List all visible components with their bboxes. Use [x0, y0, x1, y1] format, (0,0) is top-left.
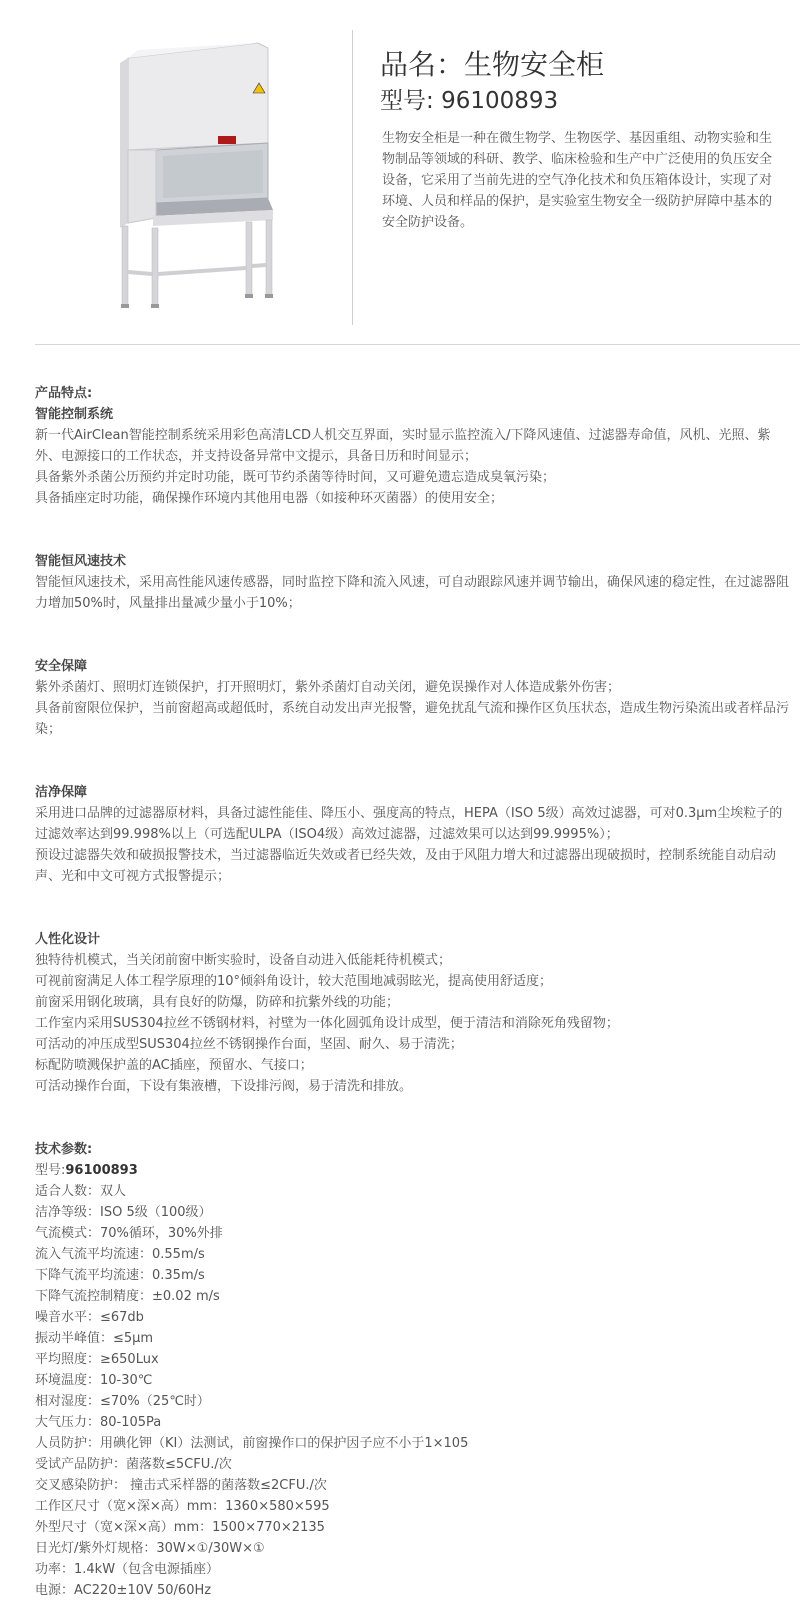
features-heading: 产品特点:: [35, 386, 93, 401]
section-title: 智能恒风速技术: [35, 554, 127, 569]
model-label: 型号:: [380, 88, 434, 114]
spec-model-value: 96100893: [65, 1163, 138, 1178]
model-value: 96100893: [441, 88, 559, 114]
product-title: 品名：生物安全柜: [380, 48, 605, 81]
biosafety-cabinet-image: [108, 38, 288, 318]
spec-line: 功率：1.4kW（包含电源插座）: [35, 1562, 220, 1577]
spec-line: 外型尺寸（宽×深×高）mm：1500×770×2135: [35, 1520, 325, 1535]
spec-model: [35, 1160, 790, 1181]
feature-line: 采用进口品牌的过滤器原材料，具备过滤性能佳、降压小、强度高的特点，HEPA（ISO 5级）高效过滤器，可对0.3μm尘埃粒子的过滤效率达到99.998%以上（可选配ULPA（ISO4级）高效过滤器，过滤效果可以达到99.9995%）；: [35, 806, 783, 842]
section-title: 智能控制系统: [35, 407, 114, 422]
feature-line: 预设过滤器失效和破损报警技术，当过滤器临近失效或者已经失效，及由于风阻力增大和过滤器出现破损时，控制系统能自动启动声、光和中文可视方式报警提示；: [35, 848, 777, 884]
feature-line: 独特待机模式，当关闭前窗中断实验时，设备自动进入低能耗待机模式；: [35, 953, 452, 968]
feature-line: 可活动的冲压成型SUS304拉丝不锈钢操作台面，坚固、耐久、易于清洗；: [35, 1037, 463, 1052]
spec-line: 电源：AC220±10V 50/60Hz: [35, 1583, 212, 1598]
specs-section: [35, 1139, 790, 1601]
spec-line: 平均照度：≥650Lux: [35, 1352, 159, 1367]
vertical-divider: [352, 30, 353, 325]
feature-line: 紫外杀菌灯、照明灯连锁保护，打开照明灯，紫外杀菌灯自动关闭，避免误操作对人体造成紫外伤害；: [35, 680, 621, 695]
feature-line: 具备前窗限位保护，当前窗超高或超低时，系统自动发出声光报警，避免扰乱气流和操作区负压状态，造成生物污染流出或者样品污染；: [35, 701, 790, 737]
section-title: 人性化设计: [35, 932, 101, 947]
feature-line: 具备紫外杀菌公历预约并定时功能，既可节约杀菌等待时间，又可避免遗忘造成臭氧污染；: [35, 470, 556, 485]
spec-line: 受试产品防护：菌落数≤5CFU./次: [35, 1457, 232, 1472]
spec-line: 洁净等级：ISO 5级（100级）: [35, 1205, 212, 1220]
section-title: 安全保障: [35, 659, 88, 674]
spec-line: 环境温度：10-30℃: [35, 1373, 153, 1388]
spec-model-label: 型号:: [35, 1163, 66, 1178]
product-intro: 生物安全柜是一种在微生物学、生物医学、基因重组、动物实验和生物制品等领域的科研、教学、临床检验和生产中广泛使用的负压安全设备，它采用了当前先进的空气净化技术和负压箱体设计，实现了对环境、人员和样品的保护，是实验室生物安全一级防护屏障中基本的安全防护设备。: [382, 131, 773, 230]
feature-line: 新一代AirClean智能控制系统采用彩色高清LCD人机交互界面，实时显示监控流入/下降风速值、过滤器寿命值，风机、光照、紫外、电源接口的工作状态，并支持设备异常中文提示，具备日历和时间显示；: [35, 428, 771, 464]
spec-line: 下降气流平均流速：0.35m/s: [35, 1268, 205, 1283]
feature-line: 智能恒风速技术，采用高性能风速传感器，同时监控下降和流入风速，可自动跟踪风速并调节输出，确保风速的稳定性，在过滤器阻力增加50%时，风量排出量减少量小于10%；: [35, 575, 790, 611]
spec-line: 工作区尺寸（宽×深×高）mm：1360×580×595: [35, 1499, 330, 1514]
spec-line: 人员防护：用碘化钾（KI）法测试，前窗操作口的保护因子应不小于1×105: [35, 1436, 469, 1451]
spec-line: 流入气流平均流速：0.55m/s: [35, 1247, 205, 1262]
feature-line: 具备插座定时功能，确保操作环境内其他用电器（如接种环灭菌器）的使用安全；: [35, 491, 504, 506]
feature-section-airflow: [35, 551, 790, 614]
spec-line: 日光灯/紫外灯规格：30W×①/30W×①: [35, 1541, 265, 1556]
spec-line: 噪音水平：≤67db: [35, 1310, 144, 1325]
spec-line: 振动半峰值：≤5μm: [35, 1331, 154, 1346]
feature-line: 前窗采用钢化玻璃，具有良好的防爆，防碎和抗紫外线的功能；: [35, 995, 400, 1010]
spec-line: 大气压力：80-105Pa: [35, 1415, 162, 1430]
feature-section-safety: [35, 656, 790, 740]
feature-line: 可视前窗满足人体工程学原理的10°倾斜角设计，较大范围地减弱眩光，提高使用舒适度；: [35, 974, 553, 989]
feature-line: 工作室内采用SUS304拉丝不锈钢材料，衬壁为一体化圆弧角设计成型，便于清洁和消除死角残留物；: [35, 1016, 619, 1031]
specs-heading: 技术参数:: [35, 1142, 93, 1157]
section-title: 洁净保障: [35, 785, 88, 800]
spec-line: 气流模式：70%循环，30%外排: [35, 1226, 223, 1241]
feature-line: 可活动操作台面，下设有集液槽，下设排污阀，易于清洗和排放。: [35, 1079, 413, 1094]
feature-section-clean: [35, 782, 790, 887]
feature-line: 标配防喷溅保护盖的AC插座，预留水、气接口；: [35, 1058, 313, 1073]
product-header: [0, 0, 800, 340]
spec-line: 适合人数：双人: [35, 1184, 127, 1199]
spec-line: 相对湿度：≤70%（25℃时）: [35, 1394, 210, 1409]
spec-line: 交叉感染防护： 撞击式采样器的菌落数≤2CFU./次: [35, 1478, 327, 1493]
feature-section-control: [35, 404, 790, 509]
feature-section-design: [35, 929, 790, 1097]
product-model: [380, 84, 558, 118]
horizontal-divider: [35, 344, 800, 345]
spec-line: 下降气流控制精度：±0.02 m/s: [35, 1289, 220, 1304]
product-details: [35, 383, 790, 1601]
